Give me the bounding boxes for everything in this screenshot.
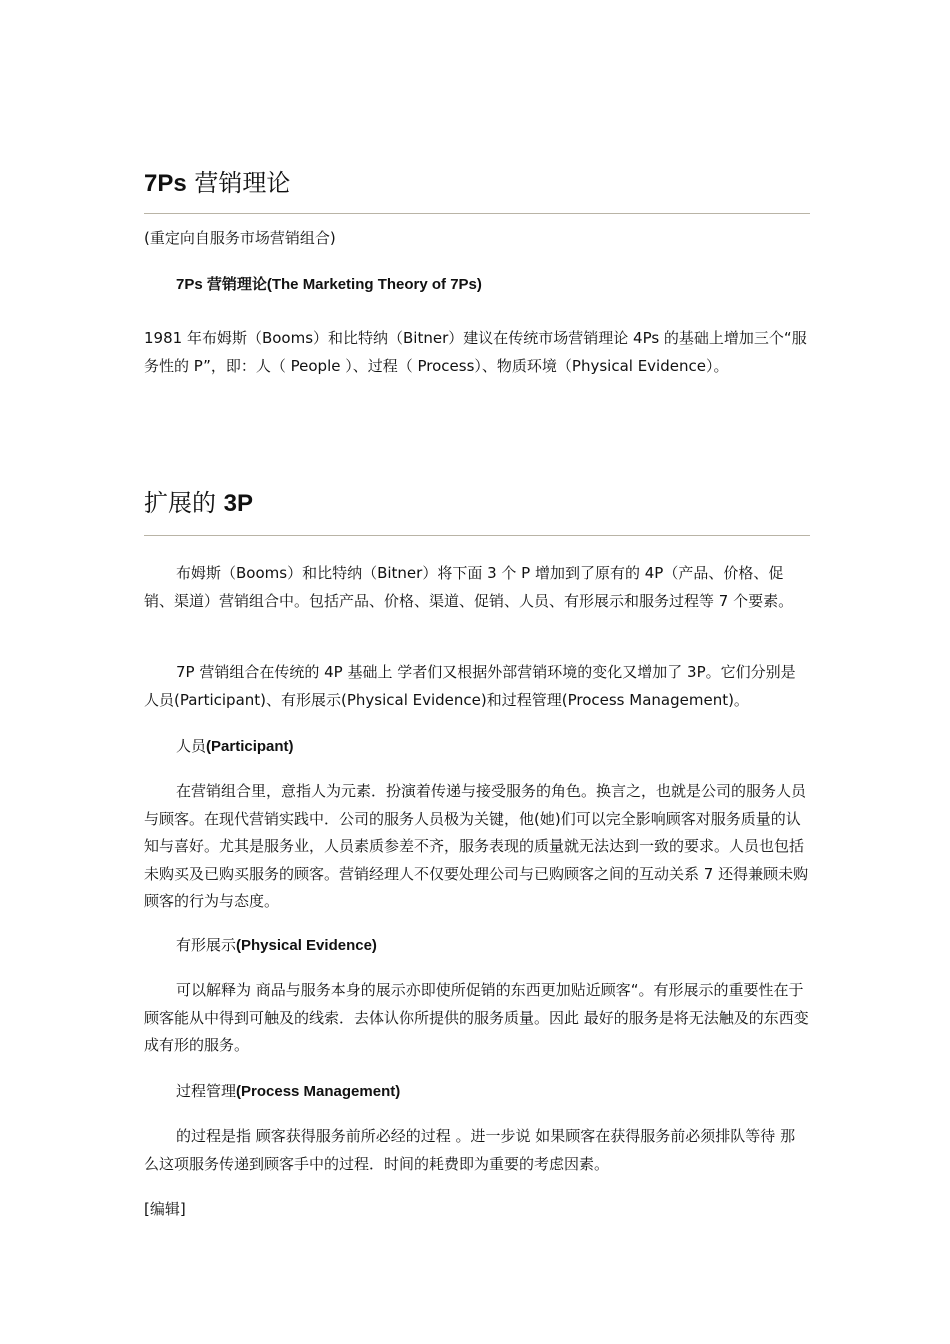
subtitle-cn: 7Ps 营销理论 (176, 276, 267, 293)
section-divider (144, 535, 810, 536)
page-title-bold: 7Ps (144, 170, 187, 197)
paragraph-participant: 在营销组合里，意指人为元素．扮演着传递与接受服务的角色。换言之，也就是公司的服务人员与顾客。在现代营销实践中．公司的服务人员极为关键，他(她)们可以完全影响顾客对服务质量的认知与喜好。尤其是服务业，人员素质参差不齐，服务表现的质量就无法达到一致的要求。人员也包括未购买及已购买服务的顾客。营销经理人不仅要处理公司与已购顾客之间的互动关系 7 还得兼顾未购顾客的行为与态度。 (144, 782, 809, 910)
heading-evidence-en: (Physical Evidence) (236, 937, 377, 954)
subtitle-en: (The Marketing Theory of 7Ps) (266, 276, 482, 293)
section-title-bold: 3P (223, 490, 253, 517)
intro-paragraph: 1981 年布姆斯（Booms）和比特纳（Bitner）建议在传统市场营销理论 4Ps 的基础上增加三个“服务性的 P”，即：人（ People ）、过程（ Process）、物质环境（Physical Evidence）。 (144, 329, 807, 375)
heading-physical-evidence (176, 934, 377, 957)
redirect-note: (重定向自服务市场营销组合) (144, 229, 336, 247)
page-title (144, 168, 290, 199)
page-title-text: 营销理论 (186, 169, 291, 197)
subtitle (176, 273, 482, 296)
heading-process-cn: 过程管理 (176, 1082, 237, 1100)
title-divider (144, 213, 810, 214)
heading-evidence-cn: 有形展示 (176, 936, 237, 954)
edit-link[interactable]: [编辑] (144, 1200, 186, 1218)
section-title-text: 扩展的 (144, 489, 224, 517)
paragraph-booms-bitner: 布姆斯（Booms）和比特纳（Bitner）将下面 3 个 P 增加到了原有的 4P（产品、价格、促销、渠道）营销组合中。包括产品、价格、渠道、促销、人员、有形展示和服务过程等 7 个要素。 (144, 564, 794, 610)
paragraph-physical-evidence: 可以解释为 商品与服务本身的展示亦即使所促销的东西更加贴近顾客“。有形展示的重要性在于顾客能从中得到可触及的线索．去体认你所提供的服务质量。因此 最好的服务是将无法触及的东西变成有形的服务。 (144, 981, 809, 1054)
paragraph-7p-mix: 7P 营销组合在传统的 4P 基础上 学者们又根据外部营销环境的变化又增加了 3P。它们分别是人员(Participant)、有形展示(Physical Evidence)和过程管理(Process Management)。 (144, 663, 796, 709)
heading-process-management (176, 1080, 400, 1103)
heading-participant-cn: 人员 (176, 737, 207, 755)
section-title-3p (144, 488, 253, 519)
heading-participant (176, 735, 294, 758)
heading-participant-en: (Participant) (206, 738, 294, 755)
heading-process-en: (Process Management) (236, 1083, 401, 1100)
paragraph-process-management: 的过程是指 顾客获得服务前所必经的过程 。进一步说 如果顾客在获得服务前必须排队等待 那么这项服务传递到顾客手中的过程．时间的耗费即为重要的考虑因素。 (144, 1127, 796, 1173)
